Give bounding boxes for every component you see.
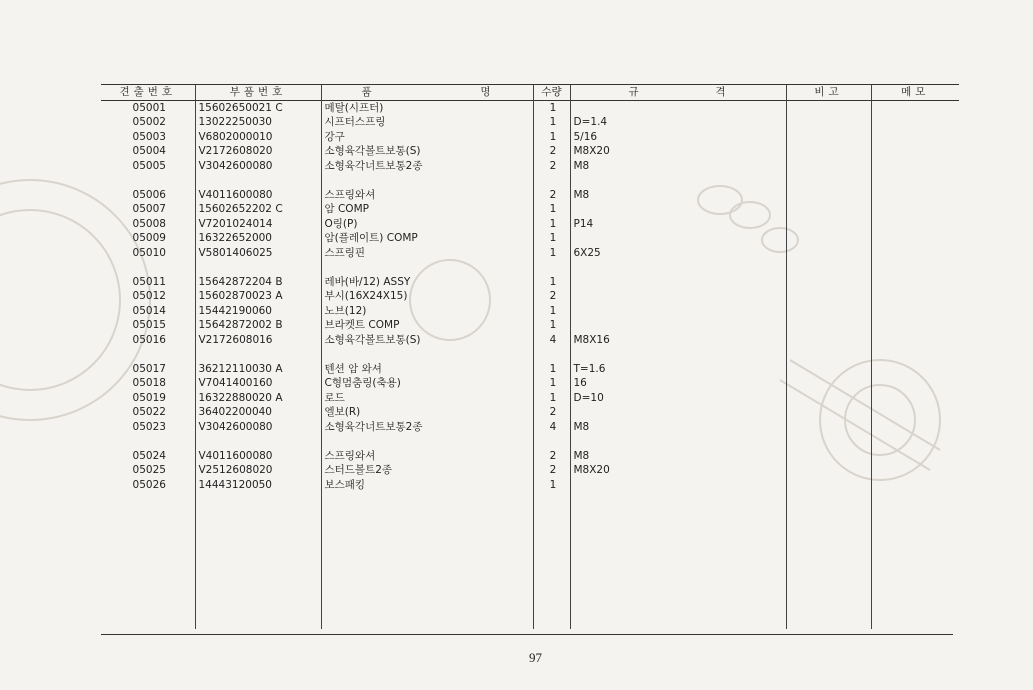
empty-cell [321, 347, 533, 362]
remarks-cell [786, 463, 871, 478]
part-no-cell: 15602652202 C [195, 202, 321, 217]
remarks-cell [786, 362, 871, 377]
part-name-cell: 암(플레이트) COMP [321, 231, 533, 246]
item-no-cell: 05017 [132, 362, 166, 375]
remarks-cell [786, 202, 871, 217]
group-spacer-row [101, 434, 959, 449]
remarks-cell [786, 246, 871, 261]
spec-cell [570, 100, 786, 115]
table-row [101, 318, 959, 333]
item-no-cell: 05010 [132, 246, 166, 259]
part-name-cell: 소형육각볼트보통(S) [321, 333, 533, 348]
empty-cell [871, 347, 959, 362]
remarks-cell [786, 115, 871, 130]
part-name-cell: 브라켓트 COMP [321, 318, 533, 333]
table-row [101, 115, 959, 130]
memo-cell [871, 289, 959, 304]
header-item-no: 견출번호 [101, 85, 195, 101]
spec-cell [570, 478, 786, 493]
item-no-cell: 05025 [132, 464, 166, 476]
empty-cell [101, 347, 195, 362]
spec-cell: M8X20 [570, 463, 786, 478]
spec-cell: 16 [570, 376, 786, 391]
part-no-cell: V2172608016 [195, 333, 321, 348]
spec-cell: M8 [570, 159, 786, 174]
group-spacer-row [101, 173, 959, 188]
memo-cell [871, 405, 959, 420]
item-no-cell: 05023 [132, 420, 166, 433]
item-no-cell: 05012 [132, 290, 166, 302]
remarks-cell [786, 188, 871, 203]
spec-cell: T=1.6 [570, 362, 786, 377]
header-qty: 수량 [533, 85, 570, 101]
empty-cell [195, 347, 321, 362]
quantity-cell: 1 [533, 318, 570, 333]
quantity-cell: 4 [533, 333, 570, 348]
part-no-cell: 13022250030 [195, 115, 321, 130]
part-no-cell: V5801406025 [195, 246, 321, 261]
memo-cell [871, 304, 959, 319]
quantity-cell: 1 [533, 376, 570, 391]
memo-cell [871, 275, 959, 290]
remarks-cell [786, 420, 871, 435]
quantity-cell: 1 [533, 246, 570, 261]
part-no-cell: 15602870023 A [195, 289, 321, 304]
memo-cell [871, 420, 959, 435]
empty-cell [533, 173, 570, 188]
memo-cell [871, 391, 959, 406]
item-no-cell: 05003 [132, 130, 166, 143]
quantity-cell: 1 [533, 362, 570, 377]
bottom-rule [101, 634, 953, 635]
item-no-cell: 05022 [132, 406, 166, 418]
part-no-cell: V7041400160 [195, 376, 321, 391]
header-name: 품 명 [321, 85, 533, 101]
item-no-cell: 05001 [132, 101, 166, 114]
spec-cell: D=1.4 [570, 115, 786, 130]
table-body [101, 100, 959, 629]
part-name-cell: 로드 [321, 391, 533, 406]
spec-cell [570, 275, 786, 290]
part-name-cell: 보스패킹 [321, 478, 533, 493]
item-no-cell: 05018 [132, 377, 166, 389]
part-no-cell: 15642872204 B [195, 275, 321, 290]
part-no-cell: 15602650021 C [195, 100, 321, 115]
item-no-cell: 05009 [132, 232, 166, 244]
spec-cell [570, 231, 786, 246]
quantity-cell: 2 [533, 289, 570, 304]
memo-cell [871, 115, 959, 130]
empty-cell [533, 434, 570, 449]
remarks-cell [786, 391, 871, 406]
quantity-cell: 1 [533, 391, 570, 406]
remarks-cell [786, 318, 871, 333]
memo-cell [871, 130, 959, 145]
parts-list-sheet [101, 74, 959, 636]
quantity-cell: 2 [533, 144, 570, 159]
memo-cell [871, 478, 959, 493]
part-name-cell: 레바(바/12) ASSY [321, 275, 533, 290]
part-no-cell: 16322880020 A [195, 391, 321, 406]
header-memo: 메모 [871, 85, 959, 101]
empty-cell [871, 434, 959, 449]
part-no-cell: 16322652000 [195, 231, 321, 246]
empty-cell [195, 492, 321, 629]
empty-cell [871, 260, 959, 275]
empty-cell [321, 173, 533, 188]
empty-cell [101, 434, 195, 449]
quantity-cell: 2 [533, 463, 570, 478]
table-row [101, 144, 959, 159]
spec-cell [570, 304, 786, 319]
part-name-cell: O링(P) [321, 217, 533, 232]
part-no-cell: V7201024014 [195, 217, 321, 232]
empty-cell [533, 492, 570, 629]
part-name-cell: 노브(12) [321, 304, 533, 319]
memo-cell [871, 231, 959, 246]
spec-cell: M8 [570, 188, 786, 203]
spec-cell: P14 [570, 217, 786, 232]
table-row [101, 362, 959, 377]
remarks-cell [786, 144, 871, 159]
header-part-no: 부품번호 [195, 85, 321, 101]
part-no-cell: V6802000010 [195, 130, 321, 145]
remarks-cell [786, 449, 871, 464]
part-name-cell: 텐션 암 와셔 [321, 362, 533, 377]
part-name-cell: 메탈(시프터) [321, 100, 533, 115]
remarks-cell [786, 304, 871, 319]
empty-cell [321, 434, 533, 449]
empty-cell [101, 492, 195, 629]
spec-cell: 5/16 [570, 130, 786, 145]
memo-cell [871, 144, 959, 159]
spec-cell [570, 202, 786, 217]
memo-cell [871, 246, 959, 261]
quantity-cell: 4 [533, 420, 570, 435]
table-row [101, 289, 959, 304]
table-row [101, 478, 959, 493]
spec-cell: M8X20 [570, 144, 786, 159]
quantity-cell: 2 [533, 449, 570, 464]
part-name-cell: 암 COMP [321, 202, 533, 217]
empty-cell [195, 173, 321, 188]
item-no-cell: 05008 [132, 217, 166, 230]
table-row [101, 100, 959, 115]
item-no-cell: 05026 [132, 478, 166, 491]
empty-cell [786, 434, 871, 449]
remarks-cell [786, 333, 871, 348]
group-spacer-row [101, 260, 959, 275]
item-no-cell: 05011 [132, 275, 166, 288]
part-name-cell: 스프링와셔 [321, 188, 533, 203]
memo-cell [871, 217, 959, 232]
quantity-cell: 1 [533, 130, 570, 145]
item-no-cell: 05006 [132, 188, 166, 201]
item-no-cell: 05002 [132, 116, 166, 128]
memo-cell [871, 188, 959, 203]
parts-table [101, 84, 959, 629]
spec-cell [570, 289, 786, 304]
part-no-cell: 36212110030 A [195, 362, 321, 377]
part-name-cell: 소형육각볼트보통(S) [321, 144, 533, 159]
part-no-cell: 15442190060 [195, 304, 321, 319]
part-name-cell: 부시(16X24X15) [321, 289, 533, 304]
empty-cell [786, 492, 871, 629]
remarks-cell [786, 231, 871, 246]
remarks-cell [786, 130, 871, 145]
part-no-cell: 14443120050 [195, 478, 321, 493]
memo-cell [871, 362, 959, 377]
table-row [101, 449, 959, 464]
table-row [101, 159, 959, 174]
memo-cell [871, 333, 959, 348]
empty-cell [570, 492, 786, 629]
part-name-cell: 스터드볼트2종 [321, 463, 533, 478]
item-no-cell: 05014 [132, 304, 166, 317]
spec-cell [570, 405, 786, 420]
part-no-cell: V3042600080 [195, 420, 321, 435]
table-header [101, 85, 959, 101]
empty-cell [786, 260, 871, 275]
part-no-cell: 36402200040 [195, 405, 321, 420]
memo-cell [871, 463, 959, 478]
part-name-cell: 강구 [321, 130, 533, 145]
empty-cell [321, 492, 533, 629]
empty-cell [871, 173, 959, 188]
memo-cell [871, 159, 959, 174]
part-name-cell: 소형육각너트보통2종 [321, 420, 533, 435]
item-no-cell: 05015 [132, 319, 166, 331]
remarks-cell [786, 289, 871, 304]
quantity-cell: 1 [533, 304, 570, 319]
item-no-cell: 05016 [132, 333, 166, 346]
quantity-cell: 1 [533, 202, 570, 217]
table-row [101, 391, 959, 406]
item-no-cell: 05024 [132, 449, 166, 462]
item-no-cell: 05007 [132, 203, 166, 215]
remarks-cell [786, 275, 871, 290]
quantity-cell: 1 [533, 217, 570, 232]
quantity-cell: 2 [533, 188, 570, 203]
empty-cell [570, 173, 786, 188]
part-no-cell: V4011600080 [195, 449, 321, 464]
spec-cell: M8 [570, 449, 786, 464]
empty-cell [101, 260, 195, 275]
empty-cell [533, 260, 570, 275]
memo-cell [871, 100, 959, 115]
memo-cell [871, 202, 959, 217]
table-row [101, 217, 959, 232]
part-name-cell: 스프링와셔 [321, 449, 533, 464]
memo-cell [871, 318, 959, 333]
empty-cell [195, 434, 321, 449]
table-row [101, 420, 959, 435]
quantity-cell: 1 [533, 275, 570, 290]
quantity-cell: 2 [533, 405, 570, 420]
empty-cell [786, 347, 871, 362]
memo-cell [871, 376, 959, 391]
empty-cell [101, 173, 195, 188]
item-no-cell: 05005 [132, 159, 166, 172]
part-name-cell: 엘보(R) [321, 405, 533, 420]
table-row [101, 376, 959, 391]
table-row [101, 202, 959, 217]
page-number: 97 [529, 650, 542, 665]
table-row [101, 463, 959, 478]
remarks-cell [786, 478, 871, 493]
part-name-cell: 스프링핀 [321, 246, 533, 261]
table-row [101, 275, 959, 290]
part-no-cell: 15642872002 B [195, 318, 321, 333]
remarks-cell [786, 217, 871, 232]
quantity-cell: 1 [533, 100, 570, 115]
empty-cell [570, 434, 786, 449]
table-row [101, 130, 959, 145]
empty-cell [195, 260, 321, 275]
part-name-cell: 소형육각너트보통2종 [321, 159, 533, 174]
empty-cell [570, 347, 786, 362]
table-row [101, 246, 959, 261]
spec-cell: D=10 [570, 391, 786, 406]
item-no-cell: 05004 [132, 145, 166, 157]
table-row [101, 405, 959, 420]
quantity-cell: 1 [533, 478, 570, 493]
table-filler-row [101, 492, 959, 629]
quantity-cell: 1 [533, 231, 570, 246]
remarks-cell [786, 100, 871, 115]
empty-cell [321, 260, 533, 275]
spec-cell: M8 [570, 420, 786, 435]
part-no-cell: V3042600080 [195, 159, 321, 174]
quantity-cell: 2 [533, 159, 570, 174]
memo-cell [871, 449, 959, 464]
spec-cell [570, 318, 786, 333]
remarks-cell [786, 405, 871, 420]
remarks-cell [786, 159, 871, 174]
table-row [101, 231, 959, 246]
header-spec: 규 격 [570, 85, 786, 101]
part-no-cell: V2512608020 [195, 463, 321, 478]
remarks-cell [786, 376, 871, 391]
group-spacer-row [101, 347, 959, 362]
empty-cell [786, 173, 871, 188]
part-name-cell: 시프터스프링 [321, 115, 533, 130]
quantity-cell: 1 [533, 115, 570, 130]
part-no-cell: V4011600080 [195, 188, 321, 203]
empty-cell [570, 260, 786, 275]
table-row [101, 333, 959, 348]
spec-cell: 6X25 [570, 246, 786, 261]
table-row [101, 188, 959, 203]
part-name-cell: C형멈춤링(축용) [321, 376, 533, 391]
header-remarks: 비고 [786, 85, 871, 101]
part-no-cell: V2172608020 [195, 144, 321, 159]
empty-cell [871, 492, 959, 629]
table-row [101, 304, 959, 319]
spec-cell: M8X16 [570, 333, 786, 348]
empty-cell [533, 347, 570, 362]
item-no-cell: 05019 [132, 391, 166, 404]
